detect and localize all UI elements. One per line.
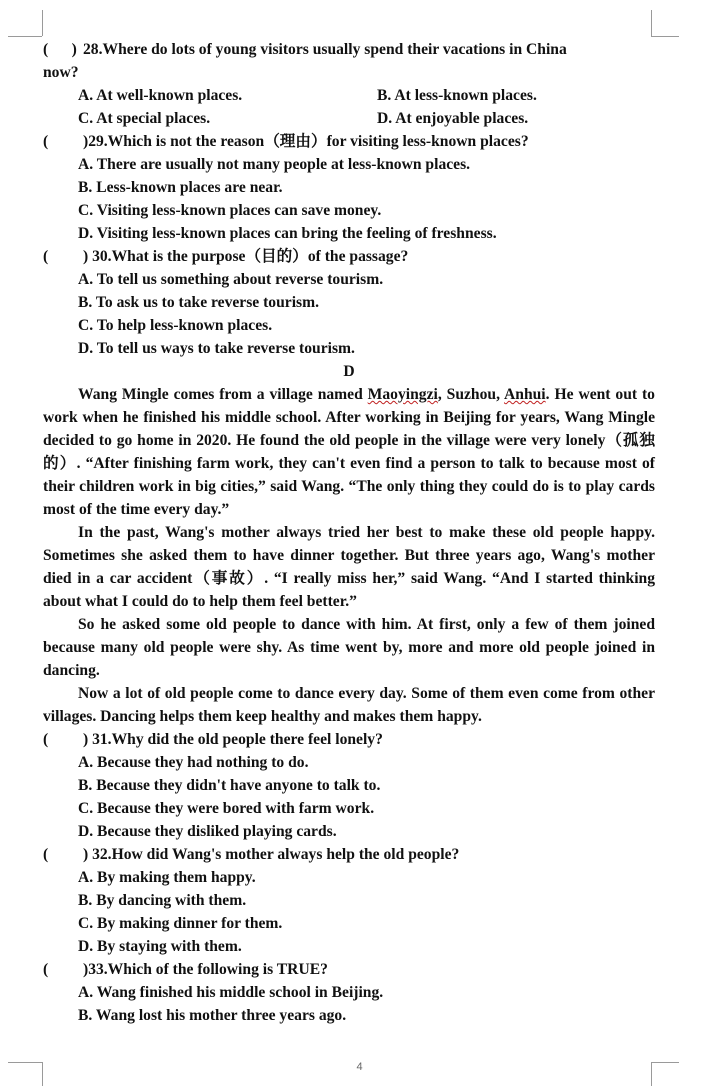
- question-29-text: )29.Which is not the reason（理由）for visiting less-known places?: [83, 133, 529, 150]
- question-32-stem: [43, 843, 655, 866]
- answer-blank-33: (: [43, 961, 49, 978]
- question-28-option-c: C. At special places.: [78, 110, 211, 127]
- question-32-option-d: D. By staying with them.: [78, 938, 242, 955]
- question-31-option-b: B. Because they didn't have anyone to talk to.: [78, 777, 381, 794]
- answer-blank-28: ( ): [43, 41, 77, 58]
- question-31-stem: [43, 728, 655, 751]
- passage-paragraph-3: So he asked some old people to dance with him. At first, only a few of them joined because many old people were shy. As time went by, more and more old people joined in dancing.: [43, 616, 655, 679]
- question-28-option-b: B. At less-known places.: [377, 87, 537, 104]
- question-29-option-d: D. Visiting less-known places can bring the feeling of freshness.: [78, 225, 497, 242]
- crop-mark-top-left: [8, 36, 42, 37]
- question-29-option-a: A. There are usually not many people at less-known places.: [78, 156, 471, 173]
- question-32-text: ) 32.How did Wang's mother always help the old people?: [83, 846, 460, 863]
- question-28-stem: [43, 38, 655, 61]
- crop-mark-top-right-vertical: [651, 10, 652, 36]
- place-name-maoyingzi: Maoyingzi: [367, 386, 438, 403]
- question-33-option-a: A. Wang finished his middle school in Beijing.: [78, 984, 384, 1001]
- section-heading: D: [343, 363, 355, 380]
- page-number: 4: [356, 1061, 363, 1073]
- question-31-option-a: A. Because they had nothing to do.: [78, 754, 309, 771]
- question-29-option-b: B. Less-known places are near.: [78, 179, 283, 196]
- question-30-stem: [43, 245, 655, 268]
- question-28-option-d: D. At enjoyable places.: [377, 110, 529, 127]
- question-33-option-b: B. Wang lost his mother three years ago.: [78, 1007, 347, 1024]
- question-30-option-d: D. To tell us ways to take reverse tourism.: [78, 340, 355, 357]
- question-33-text: )33.Which of the following is TRUE?: [83, 961, 328, 978]
- question-28-option-a: A. At well-known places.: [78, 87, 243, 104]
- question-31-text: ) 31.Why did the old people there feel lonely?: [83, 731, 383, 748]
- question-29-option-c: C. Visiting less-known places can save money.: [78, 202, 382, 219]
- passage-paragraph-2: In the past, Wang's mother always tried her best to make these old people happy. Sometimes she asked them to have dinner together. But three years ago, Wang's mother died in a car accident（事故）. “I really miss her,” said Wang. “And I started thinking about what I could do to help them feel better.”: [43, 524, 655, 610]
- answer-blank-29: (: [43, 133, 49, 150]
- crop-mark-top-left-vertical: [42, 10, 43, 36]
- question-30-option-c: C. To help less-known places.: [78, 317, 273, 334]
- question-32-option-c: C. By making dinner for them.: [78, 915, 283, 932]
- question-32-option-b: B. By dancing with them.: [78, 892, 247, 909]
- question-33-stem: [43, 958, 655, 981]
- place-name-anhui: Anhui: [504, 386, 546, 403]
- question-28-stem-cont: now?: [43, 64, 79, 81]
- passage-text: . He went out to work when he finished his middle school. After working in Beijing for years, Wang Mingle decided to go home in 2020. He found the old people in the village were very lonely（孤独的）. “After finishing farm work, they can't even find a person to talk to because most of their children work in big cities,” said Wang. “The only thing they could do is to play cards most of the time every day.”: [43, 386, 655, 518]
- passage-paragraph-1: [43, 383, 655, 521]
- document-page-content: [43, 38, 655, 1027]
- question-31-option-c: C. Because they were bored with farm work.: [78, 800, 375, 817]
- question-30-text: ) 30.What is the purpose（目的）of the passage?: [83, 248, 409, 265]
- question-30-option-b: B. To ask us to take reverse tourism.: [78, 294, 319, 311]
- answer-blank-30: (: [43, 248, 49, 265]
- question-31-option-d: D. Because they disliked playing cards.: [78, 823, 337, 840]
- passage-text: , Suzhou,: [437, 386, 505, 403]
- question-29-stem: [43, 130, 655, 153]
- question-28-options-ab: [43, 84, 655, 107]
- question-28-options-cd: [43, 107, 655, 130]
- crop-mark-top-right: [651, 36, 679, 37]
- question-30-option-a: A. To tell us something about reverse tourism.: [78, 271, 384, 288]
- answer-blank-31: (: [43, 731, 49, 748]
- question-32-option-a: A. By making them happy.: [78, 869, 256, 886]
- answer-blank-32: (: [43, 846, 49, 863]
- passage-paragraph-4: Now a lot of old people come to dance every day. Some of them even come from other villages. Dancing helps them keep healthy and makes them happy.: [43, 685, 655, 725]
- passage-text: Wang Mingle comes from a village named: [78, 386, 368, 403]
- question-28-text: 28.Where do lots of young visitors usually spend their vacations in China: [83, 41, 567, 58]
